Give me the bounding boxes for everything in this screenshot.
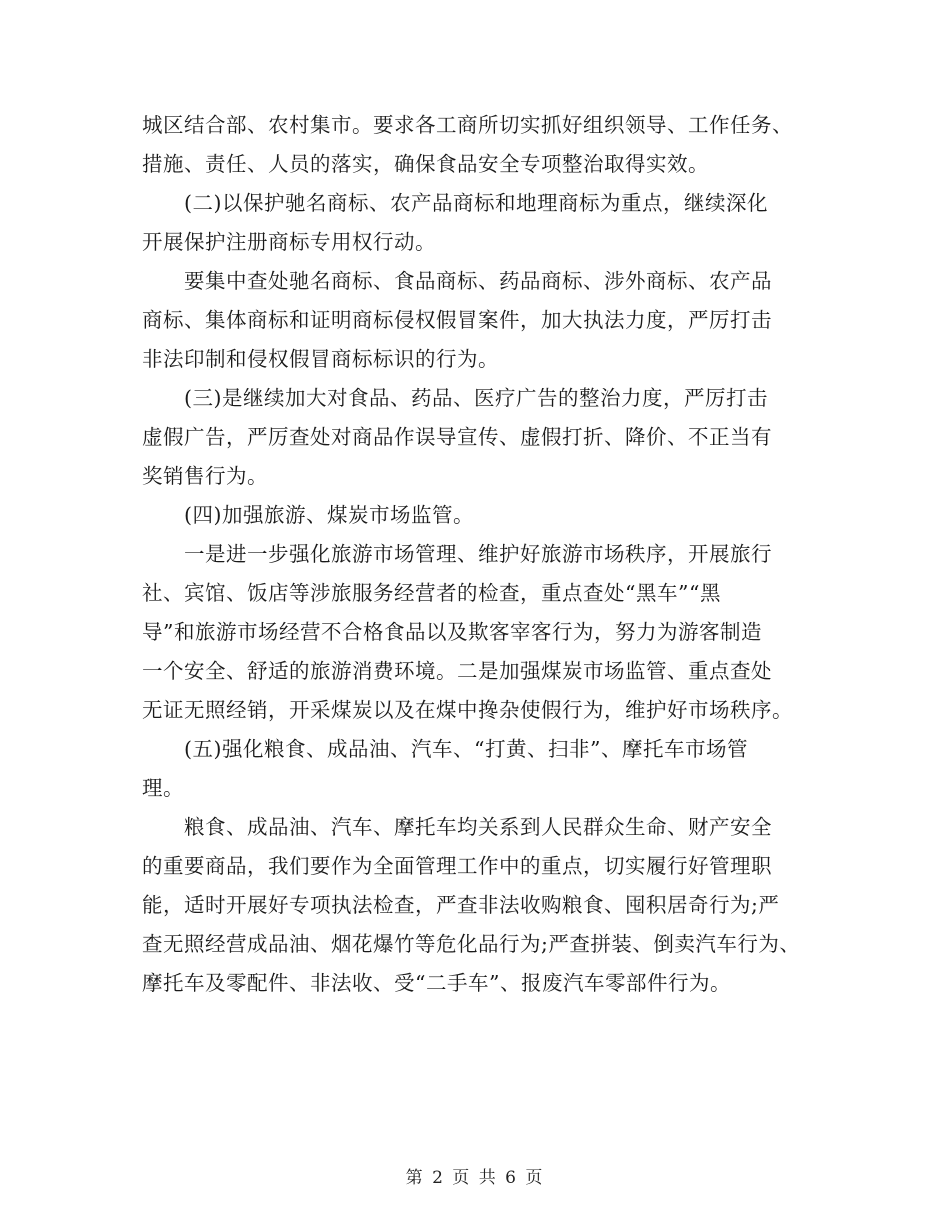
text-line: 无证无照经销，开采煤炭以及在煤中搀杂使假行为，维护好市场秩序。 — [142, 698, 793, 722]
text-line: 商标、集体商标和证明商标侵权假冒案件，加大执法力度，严厉打击 — [142, 308, 772, 332]
text-line: 粮食、成品油、汽车、摩托车均关系到人民群众生命、财产安全 — [184, 815, 772, 839]
text-line: 查无照经营成品油、烟花爆竹等危化品行为;严查拼装、倒卖汽车行为、 — [142, 932, 801, 956]
text-line: (四)加强旅游、煤炭市场监管。 — [184, 503, 474, 527]
text-line: 导”和旅游市场经营不合格食品以及欺客宰客行为，努力为游客制造 — [142, 620, 762, 644]
text-line: 奖销售行为。 — [142, 464, 268, 488]
text-line: 虚假广告，严厉查处对商品作误导宣传、虚假打折、降价、不正当有 — [142, 425, 772, 449]
text-line: 摩托车及零配件、非法收、受“二手车”、报废汽车零部件行为。 — [142, 971, 731, 995]
text-line: 城区结合部、农村集市。要求各工商所切实抓好组织领导、工作任务、 — [142, 113, 793, 137]
text-line: (三)是继续加大对食品、药品、医疗广告的整治力度，严厉打击 — [184, 386, 768, 410]
text-line: 开展保护注册商标专用权行动。 — [142, 230, 436, 254]
text-line: 的重要商品，我们要作为全面管理工作中的重点，切实履行好管理职 — [142, 854, 772, 878]
text-line: 非法印制和侵权假冒商标标识的行为。 — [142, 347, 499, 371]
text-line: 理。 — [142, 776, 184, 800]
page-footer: 第 2 页 共 6 页 — [405, 1168, 545, 1188]
text-line: 社、宾馆、饭店等涉旅服务经营者的检查，重点查处“黑车”“黑 — [142, 581, 721, 605]
text-line: 要集中查处驰名商标、食品商标、药品商标、涉外商标、农产品 — [184, 269, 772, 293]
text-line: 一个安全、舒适的旅游消费环境。二是加强煤炭市场监管、重点查处 — [142, 659, 772, 683]
text-line: 能，适时开展好专项执法检查，严查非法收购粮食、囤积居奇行为;严 — [142, 893, 780, 917]
text-line: 措施、责任、人员的落实，确保食品安全专项整治取得实效。 — [142, 152, 709, 176]
document-body — [142, 110, 817, 1007]
text-line: 一是进一步强化旅游市场管理、维护好旅游市场秩序，开展旅行 — [184, 542, 772, 566]
text-line: (五)强化粮食、成品油、汽车、“打黄、扫非”、摩托车市场管 — [184, 737, 748, 761]
text-line: (二)以保护驰名商标、农产品商标和地理商标为重点，继续深化 — [184, 191, 768, 215]
